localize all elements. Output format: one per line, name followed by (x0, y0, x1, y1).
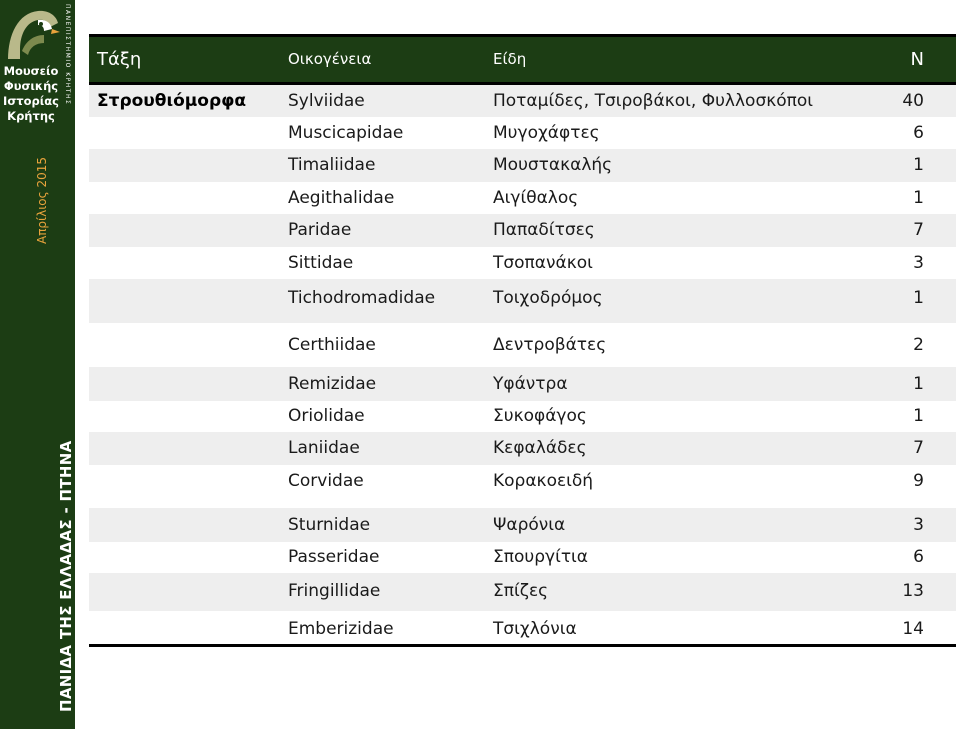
family-cell: Emberizidae (288, 619, 394, 639)
family-cell: Timaliidae (288, 155, 376, 175)
species-cell: Ποταμίδες, Τσιροβάκοι, Φυλλοσκόποι (493, 91, 814, 111)
species-cell: Κεφαλάδες (493, 438, 587, 458)
table-row (89, 401, 956, 432)
bird-logo-icon (4, 5, 60, 63)
count-cell: 7 (913, 438, 924, 458)
bird-families-table (89, 34, 956, 647)
table-row (89, 149, 956, 182)
species-cell: Σπίζες (493, 581, 549, 601)
table-row (89, 611, 956, 647)
logo-line-4: Κρήτης (7, 109, 55, 123)
family-cell: Sylviidae (288, 91, 365, 111)
sidebar (0, 0, 75, 729)
species-cell: Τοιχοδρόμος (493, 288, 603, 308)
table-row (89, 117, 956, 149)
header-species: Είδη (493, 50, 527, 68)
species-cell: Παπαδίτσες (493, 220, 595, 240)
species-cell: Κορακοειδή (493, 471, 594, 491)
logo-line-2: Φυσικής (3, 79, 59, 93)
table-row (89, 323, 956, 367)
count-cell: 1 (913, 374, 924, 394)
species-cell: Τσιχλόνια (493, 619, 577, 639)
species-cell: Αιγίθαλος (493, 188, 579, 208)
table-row (89, 508, 956, 542)
count-cell: 1 (913, 288, 924, 308)
count-cell: 9 (913, 471, 924, 491)
table-row (89, 432, 956, 465)
count-cell: 1 (913, 155, 924, 175)
table-row (89, 182, 956, 214)
count-cell: 14 (902, 619, 924, 639)
family-cell: Passeridae (288, 547, 380, 567)
species-cell: Δεντροβάτες (493, 335, 607, 355)
table-row (89, 542, 956, 573)
count-cell: 13 (902, 581, 924, 601)
family-cell: Certhiidae (288, 335, 376, 355)
count-cell: 7 (913, 220, 924, 240)
date-label: Απρίλιος 2015 (35, 156, 49, 244)
family-cell: Paridae (288, 220, 352, 240)
family-cell: Aegithalidae (288, 188, 395, 208)
table-row (89, 573, 956, 611)
family-cell: Muscicapidae (288, 123, 404, 143)
family-cell: Corvidae (288, 471, 364, 491)
count-cell: 1 (913, 188, 924, 208)
table-row (89, 279, 956, 323)
count-cell: 3 (913, 253, 924, 273)
table-header (89, 34, 956, 85)
header-n: Ν (910, 49, 924, 70)
species-cell: Τσοπανάκοι (493, 253, 593, 273)
table-row (89, 85, 956, 117)
table-row (89, 214, 956, 247)
family-cell: Sturnidae (288, 515, 371, 535)
table-row (89, 465, 956, 508)
species-cell: Ψαρόνια (493, 515, 566, 535)
logo-vertical-strip (64, 4, 74, 124)
family-cell: Fringillidae (288, 581, 381, 601)
count-cell: 6 (913, 547, 924, 567)
species-cell: Μυγοχάφτες (493, 123, 600, 143)
museum-logo (0, 0, 75, 128)
logo-line-1: Μουσείο (3, 64, 59, 78)
count-cell: 1 (913, 406, 924, 426)
family-cell: Sittidae (288, 253, 354, 273)
species-cell: Μουστακαλής (493, 155, 613, 175)
family-cell: Tichodromadidae (288, 288, 436, 308)
family-cell: Laniidae (288, 438, 360, 458)
species-cell: Σπουργίτια (493, 547, 589, 567)
section-title: ΠΑΝΙΔΑ ΤΗΣ ΕΛΛΑΔΑΣ - ΠΤΗΝΑ (57, 440, 75, 712)
count-cell: 2 (913, 335, 924, 355)
count-cell: 6 (913, 123, 924, 143)
logo-line-3: Ιστορίας (3, 94, 59, 108)
header-order: Τάξη (97, 49, 142, 70)
count-cell: 3 (913, 515, 924, 535)
table-row (89, 247, 956, 279)
species-cell: Υφάντρα (493, 374, 568, 394)
family-cell: Oriolidae (288, 406, 365, 426)
header-family: Οικογένεια (288, 50, 372, 68)
logo-strip-text: ΠΑΝΕΠΙΣΤΗΜΙΟ ΚΡΗΤΗΣ (64, 4, 71, 106)
family-cell: Remizidae (288, 374, 377, 394)
species-cell: Συκοφάγος (493, 406, 587, 426)
order-cell: Στρουθιόμορφα (97, 91, 247, 111)
table-row (89, 367, 956, 401)
count-cell: 40 (902, 91, 924, 111)
